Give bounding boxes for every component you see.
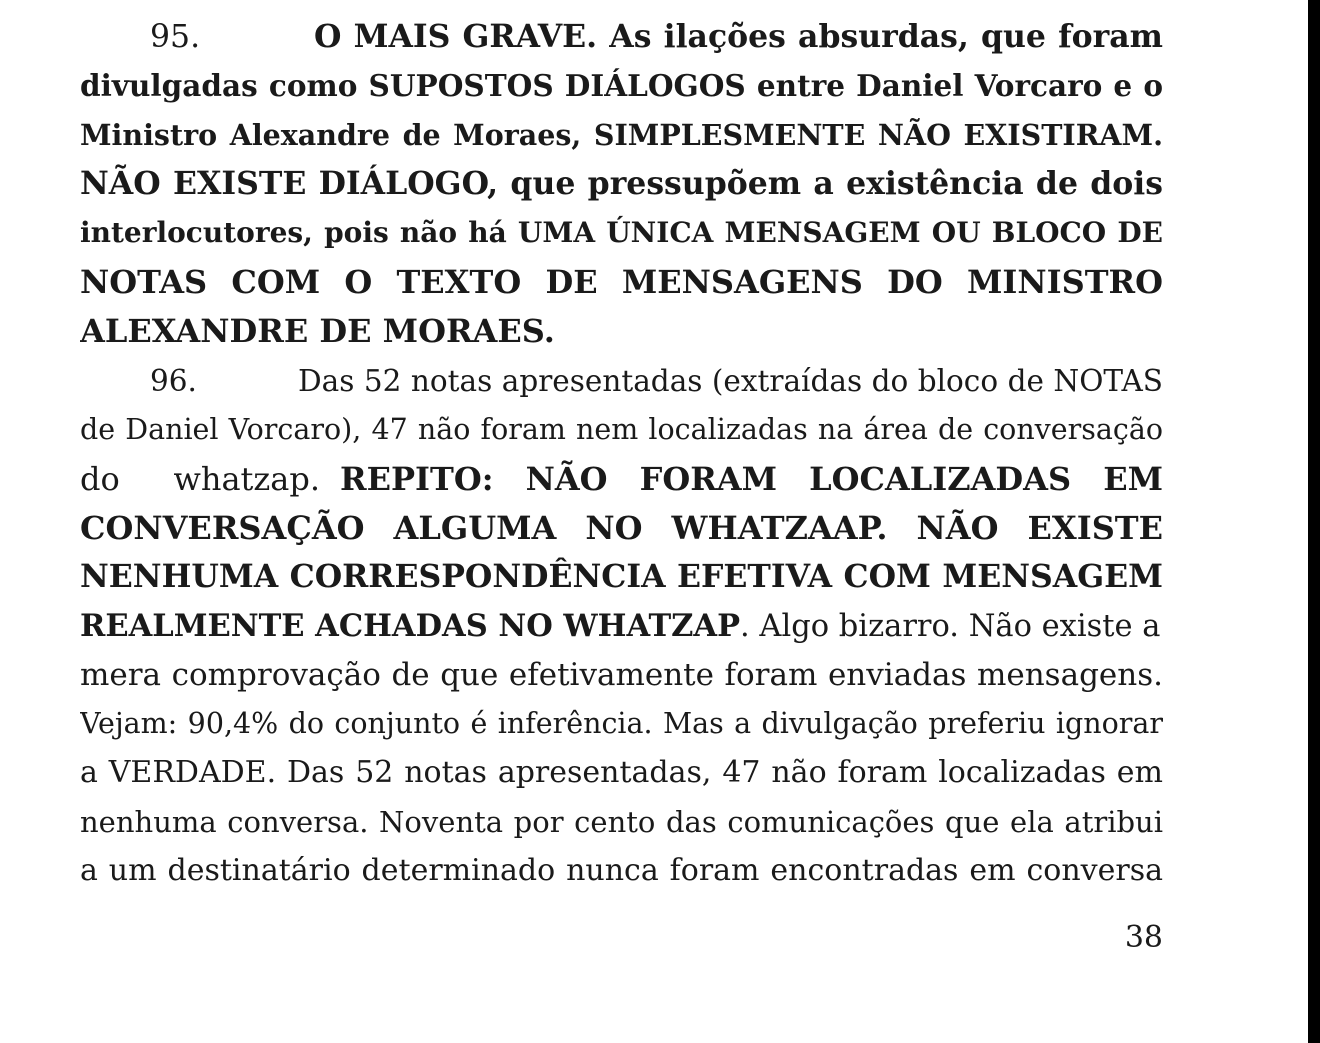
paragraph-96-line-3-normal: do whatzap. [80, 460, 320, 498]
paragraph-95-line-4: NÃO EXISTE DIÁLOGO, que pressupõem a existência de dois [80, 165, 1163, 202]
paragraph-96-line-2: de Daniel Vorcaro), 47 não foram nem localizadas na área de conversação [80, 413, 1163, 446]
paragraph-96-line-3 [80, 457, 1163, 501]
paragraph-96-line-11: a um destinatário determinado nunca foram encontradas em conversa [80, 853, 1163, 888]
paragraph-96-line-4: CONVERSAÇÃO ALGUMA NO WHATZAAP. NÃO EXISTE [80, 509, 1163, 547]
paragraph-96-line-8: Vejam: 90,4% do conjunto é inferência. Mas a divulgação preferiu ignorar [80, 707, 1163, 740]
paragraph-96-line-9: a VERDADE. Das 52 notas apresentadas, 47 não foram localizadas em [80, 755, 1163, 790]
paragraph-96-number: 96. [150, 364, 197, 398]
paragraph-95-line-1-text: O MAIS GRAVE. As ilações absurdas, que foram [314, 18, 1163, 55]
paragraph-95-line-2: divulgadas como SUPOSTOS DIÁLOGOS entre Daniel Vorcaro e o [80, 68, 1163, 103]
paragraph-95-line-7: ALEXANDRE DE MORAES. [80, 312, 555, 350]
paragraph-96-line-10: nenhuma conversa. Noventa por cento das comunicações que ela atribui [80, 805, 1163, 839]
paragraph-96-line-6 [80, 604, 1163, 648]
page-number: 38 [1124, 920, 1163, 955]
paragraph-96-line-1 [80, 359, 1163, 403]
paragraph-96-line-5: NENHUMA CORRESPONDÊNCIA EFETIVA COM MENSAGEM [80, 558, 1163, 595]
paragraph-95-number: 95. [150, 19, 201, 55]
paragraph-95-line-5: interlocutores, pois não há UMA ÚNICA MENSAGEM OU BLOCO DE [80, 216, 1163, 249]
paragraph-95-line-1 [80, 15, 1163, 59]
paragraph-96-line-1-text: Das 52 notas apresentadas (extraídas do bloco de NOTAS [298, 364, 1163, 398]
paragraph-96-line-3-bold: REPITO: NÃO FORAM LOCALIZADAS EM [340, 460, 1163, 498]
paragraph-95-line-3: Ministro Alexandre de Moraes, SIMPLESMENTE NÃO EXISTIRAM. [80, 118, 1163, 152]
paragraph-96-line-6-normal: . Algo bizarro. Não existe a [740, 609, 1161, 644]
page-edge-shadow [1308, 0, 1320, 1043]
paragraph-96-line-6-bold: REALMENTE ACHADAS NO WHATZAP [80, 608, 741, 644]
paragraph-96-line-7: mera comprovação de que efetivamente foram enviadas mensagens. [80, 657, 1163, 693]
paragraph-95-line-6: NOTAS COM O TEXTO DE MENSAGENS DO MINISTRO [80, 263, 1163, 301]
